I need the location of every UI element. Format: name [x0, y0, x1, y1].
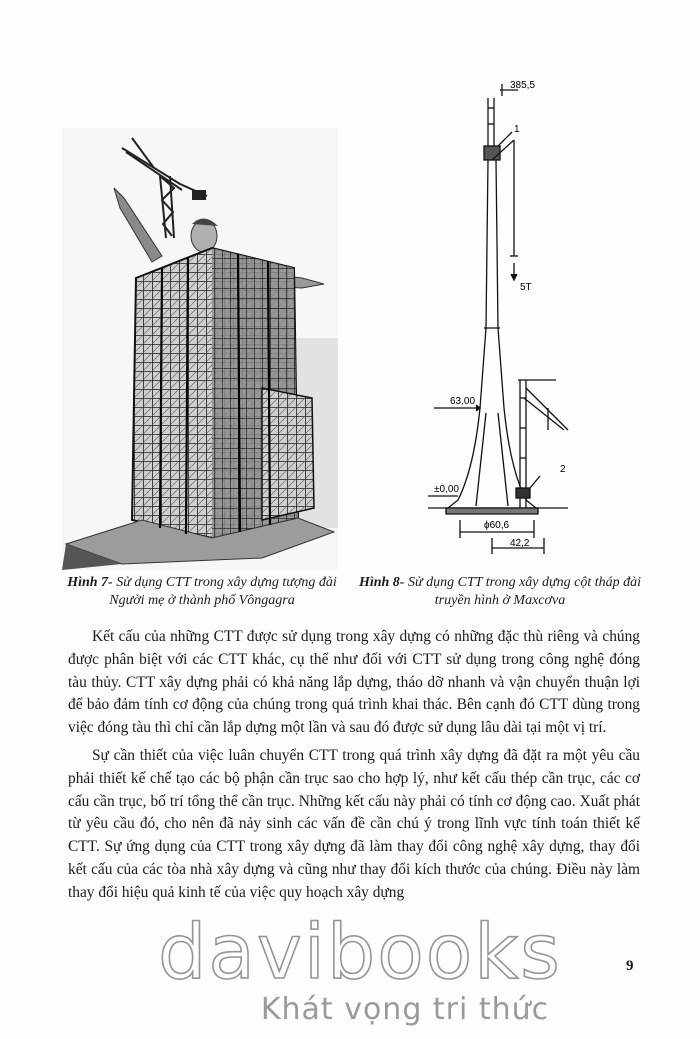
figure-8-caption	[350, 574, 650, 610]
figure-7-label: Hình 7-	[67, 575, 113, 590]
fig8-top-height: 385,5	[510, 80, 536, 91]
tv-tower-diagram	[428, 68, 586, 566]
watermark-slogan: Khát vọng tri thức	[260, 992, 550, 1027]
statue-scaffolding-photo	[62, 128, 338, 570]
fig8-mid-height: 63,00	[450, 396, 476, 407]
fig8-marker-1: 1	[514, 124, 520, 135]
figure-7-text: Sử dụng CTT trong xây dựng tượng đài Người mẹ ở thành phố Vôngagra	[109, 575, 337, 608]
fig8-half-width: 42,2	[510, 538, 530, 549]
page-number: 9	[626, 958, 634, 974]
paragraph: Sự cần thiết của việc luân chuyển CTT trong quá trình xây dựng đã đặt ra một yêu cầu phải thiết kế chế tạo các bộ phận cần trục sao cho hợp lý, như kết cấu thép cần trục, các cơ cấu cần trục, bố trí tổng thể cần trục. Những kết cấu này phải có tính cơ động cao. Xuất phát từ yêu cầu đó, cho nên đã nảy sinh các vấn đề cần chú ý trong lĩnh vực tính toán thiết kế CTT. Sự ứng dụng của CTT trong xây dựng đã làm thay đổi công nghệ xây dựng, thay đổi kết cấu của các tòa nhà xây dựng và cũng như thay đổi kích thước của chúng. Điều này làm thay đổi hiệu quả kinh tế của việc quy hoạch xây dựng	[68, 746, 640, 901]
body-text	[68, 626, 640, 910]
fig8-ground-level: ±0,00	[434, 484, 459, 495]
fig8-marker-2: 2	[560, 464, 566, 475]
figure-7-caption	[56, 574, 348, 610]
fig8-base-diameter: ϕ60,6	[484, 520, 510, 531]
figure-8-text: Sử dụng CTT trong xây dựng cột tháp đài truyền hình ở Maxcơva	[407, 575, 642, 608]
watermark-brand: davibooks	[158, 907, 562, 996]
fig8-load: 5T	[520, 282, 532, 293]
figure-8-label: Hình 8-	[358, 575, 405, 590]
paragraph: Kết cấu của những CTT được sử dụng trong xây dựng có những đặc thù riêng và chúng được phân biệt với các CTT khác, cụ thể như đối với CTT sử dụng trong công nghệ đóng tàu thủy. CTT xây dựng phải có khả năng lắp dựng, tháo dỡ nhanh và vận chuyển thuận lợi để bảo đảm tính cơ động của chúng trong quá trình khai thác. Bên cạnh đó CTT dùng trong việc đóng tàu thì chỉ cần lắp dựng một lần và sau đó được sử dụng lâu dài tại một vị trí.	[68, 628, 640, 737]
